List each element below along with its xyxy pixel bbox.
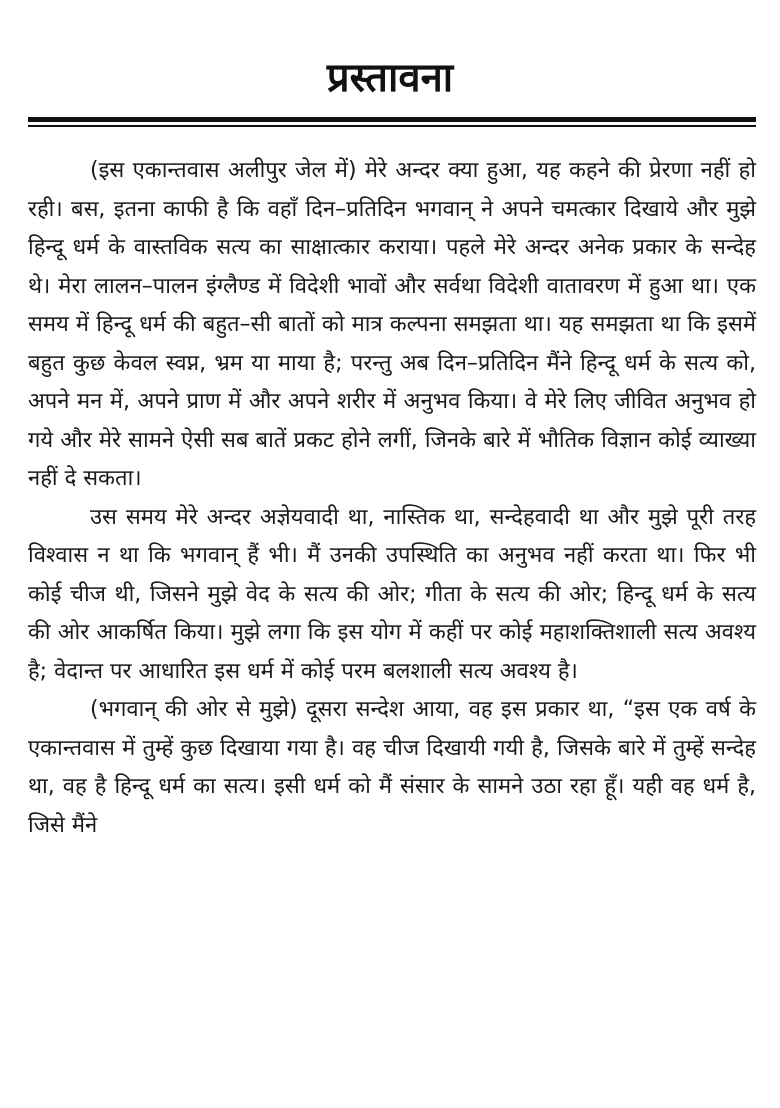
body-text xyxy=(28,152,756,845)
title-divider-thick xyxy=(28,117,756,122)
paragraph-3: (भगवान् की ओर से मुझे) दूसरा सन्देश आया, वह इस प्रकार था, “इस एक वर्ष के एकान्तवास में तुम्हें कुछ दिखाया गया है। वह चीज दिखायी गयी है, जिसके बारे में तुम्हें सन्देह था, वह है हिन्दू धर्म का सत्य। इसी धर्म को मैं संसार के सामने उठा रहा हूँ। यही वह धर्म है, जिसे मैंने xyxy=(28,697,756,838)
page-title: प्रस्तावना xyxy=(326,55,454,101)
paragraph-1: (इस एकान्तवास अलीपुर जेल में) मेरे अन्दर क्या हुआ, यह कहने की प्रेरणा नहीं हो रही। बस, इतना काफी है कि वहाँ दिन–प्रतिदिन भगवान् ने अपने चमत्कार दिखाये और मुझे हिन्दू धर्म के वास्तविक सत्य का साक्षात्कार कराया। पहले मेरे अन्दर अनेक प्रकार के सन्देह थे। मेरा लालन–पालन इंग्लैण्ड में विदेशी भावों और सर्वथा विदेशी वातावरण में हुआ था। एक समय में हिन्दू धर्म की बहुत–सी बातों को मात्र कल्पना समझता था। यह समझता था कि इसमें बहुत कुछ केवल स्वप्न, भ्रम या माया है; परन्तु अब दिन–प्रतिदिन मैंने हिन्दू धर्म के सत्य को, अपने मन में, अपने प्राण में और अपने शरीर में अनुभव किया। वे मेरे लिए जीवित अनुभव हो गये और मेरे सामने ऐसी सब बातें प्रकट होने लगीं, जिनके बारे में भौतिक विज्ञान कोई व्याख्या नहीं दे सकता। xyxy=(28,158,756,491)
paragraph-2: उस समय मेरे अन्दर अज्ञेयवादी था, नास्तिक था, सन्देहवादी था और मुझे पूरी तरह विश्वास न था कि भगवान् हैं भी। मैं उनकी उपस्थिति का अनुभव नहीं करता था। फिर भी कोई चीज थी, जिसने मुझे वेद के सत्य की ओर; गीता के सत्य की ओर; हिन्दू धर्म के सत्य की ओर आकर्षित किया। मुझे लगा कि इस योग में कहीं पर कोई महाशक्तिशाली सत्य अवश्य है; वेदान्त पर आधारित इस धर्म में कोई परम बलशाली सत्य अवश्य है। xyxy=(28,504,756,684)
title-divider-thin xyxy=(28,125,756,127)
